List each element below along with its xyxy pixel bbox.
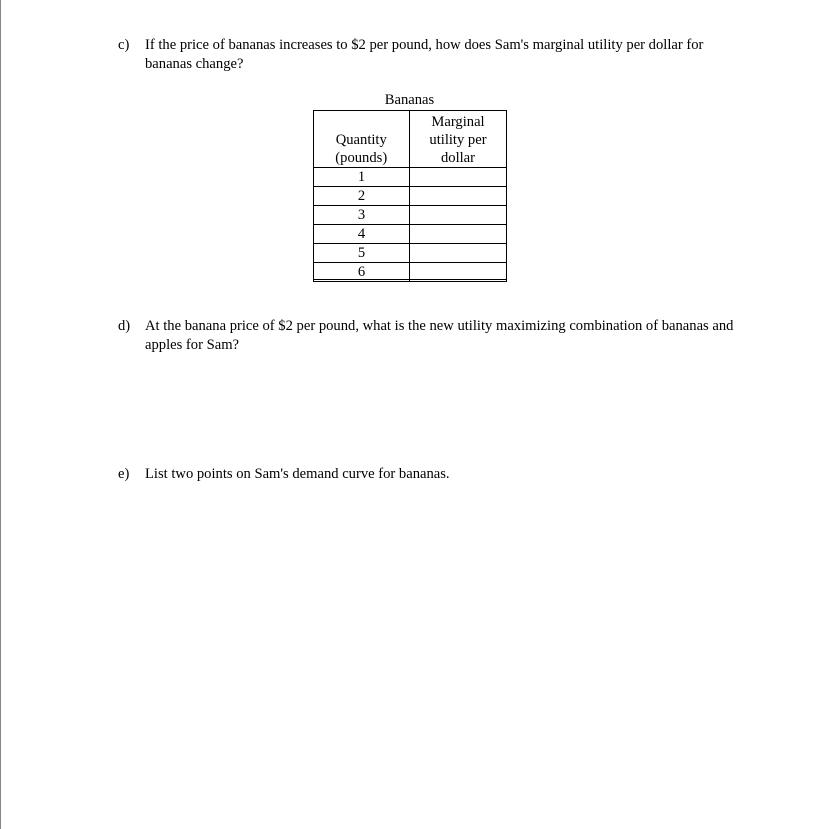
mu-cell[interactable]	[410, 225, 507, 244]
mu-header-line2: utility per	[429, 132, 487, 148]
quantity-cell	[314, 225, 410, 244]
bananas-table	[313, 110, 507, 282]
mu-header-line3: dollar	[440, 150, 476, 166]
quantity-header	[314, 111, 410, 168]
quantity-value: 1	[357, 169, 366, 185]
quantity-value: 6	[357, 264, 366, 280]
question-c-text: If the price of bananas increases to $2 per pound, how does Sam's marginal utility per dollar for bananas change?	[145, 37, 704, 72]
quantity-cell	[314, 206, 410, 225]
quantity-cell	[314, 187, 410, 206]
quantity-value: 5	[357, 245, 366, 261]
table-row	[314, 187, 507, 206]
question-e-letter: e)	[118, 466, 130, 482]
quantity-cell	[314, 244, 410, 263]
question-d-text: At the banana price of $2 per pound, what is the new utility maximizing combination of bananas and apples for Sam?	[145, 318, 734, 353]
marginal-utility-header	[410, 111, 507, 168]
question-c-letter: c)	[118, 37, 130, 53]
table-row	[314, 263, 507, 282]
question-d	[118, 317, 738, 355]
table-row	[314, 244, 507, 263]
mu-cell[interactable]	[410, 206, 507, 225]
quantity-header-line1: Quantity	[335, 132, 387, 148]
mu-cell[interactable]	[410, 187, 507, 206]
mu-cell[interactable]	[410, 263, 507, 282]
mu-cell[interactable]	[410, 168, 507, 187]
quantity-cell	[314, 263, 410, 282]
table-title: Bananas	[384, 92, 435, 108]
page-edge-line	[0, 0, 1, 829]
table-row	[314, 168, 507, 187]
mu-header-line1: Marginal	[431, 114, 485, 130]
question-e	[118, 465, 738, 484]
table-row	[314, 225, 507, 244]
question-e-text: List two points on Sam's demand curve for bananas.	[145, 466, 450, 482]
table-header-row	[314, 111, 507, 168]
quantity-cell	[314, 168, 410, 187]
question-c	[118, 36, 738, 74]
quantity-value: 2	[357, 188, 366, 204]
quantity-value: 3	[357, 207, 366, 223]
question-d-letter: d)	[118, 318, 131, 334]
bananas-table-block	[313, 91, 506, 282]
mu-cell[interactable]	[410, 244, 507, 263]
quantity-value: 4	[357, 226, 366, 242]
quantity-header-line2: (pounds)	[335, 150, 388, 166]
table-row	[314, 206, 507, 225]
